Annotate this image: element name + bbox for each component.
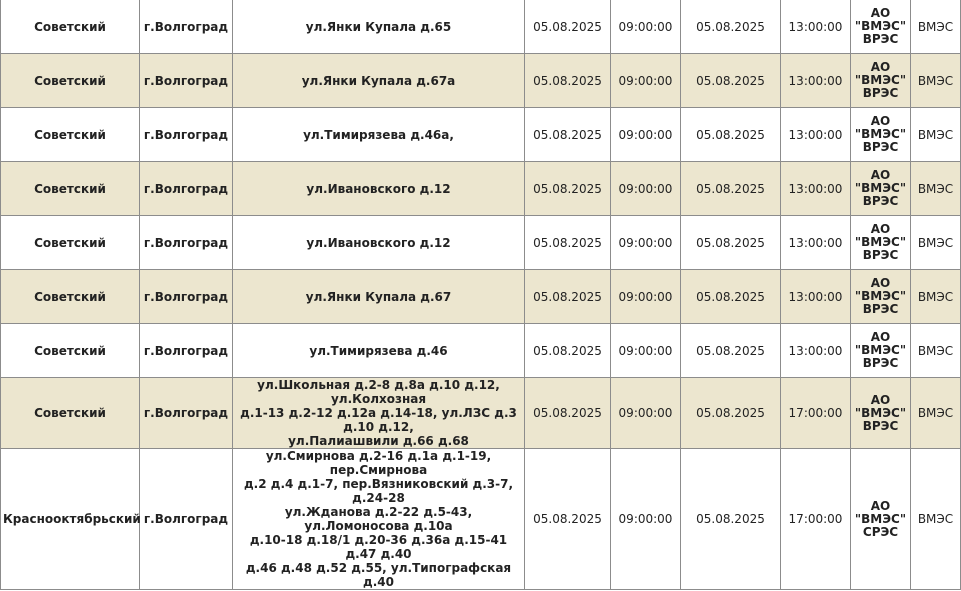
start-date-cell: 05.08.2025 (525, 270, 611, 324)
organization-cell (851, 162, 911, 216)
address-line: ул.Палиашвили д.66 д.68 (288, 434, 469, 448)
address-cell: ул.Тимирязева д.46а, (233, 108, 525, 162)
owner-cell: ВМЭС (911, 162, 961, 216)
organization-line: АО (870, 60, 891, 74)
organization-line: ВРЭС (862, 86, 899, 100)
owner-cell: ВМЭС (911, 216, 961, 270)
organization-line: АО (870, 222, 891, 236)
organization-line: ВРЭС (862, 248, 899, 262)
start-time-cell: 09:00:00 (611, 324, 681, 378)
start-time-cell: 09:00:00 (611, 108, 681, 162)
organization-line: "ВМЭС" (854, 289, 907, 303)
organization-line: СРЭС (862, 524, 899, 539)
city-cell: г.Волгоград (140, 54, 233, 108)
owner-cell: ВМЭС (911, 324, 961, 378)
organization-line: АО (870, 6, 891, 20)
organization-cell (851, 54, 911, 108)
owner-cell: ВМЭС (911, 0, 961, 54)
address-cell: ул.Янки Купала д.67 (233, 270, 525, 324)
organization-line: АО (870, 168, 891, 182)
table-row (1, 378, 961, 449)
start-time-cell: 09:00:00 (611, 54, 681, 108)
address-line: ул.Школьная д.2-8 д.8а д.10 д.12, ул.Колхозная (257, 378, 500, 406)
table-row (1, 54, 961, 108)
address-line: д.1-13 д.2-12 д.12а д.14-18, ул.ЛЗС д.3 д.10 д.12, (240, 406, 517, 434)
start-date-cell: 05.08.2025 (525, 108, 611, 162)
district-cell: Советский (1, 162, 140, 216)
address-cell: ул.Ивановского д.12 (233, 162, 525, 216)
start-time-cell: 09:00:00 (611, 162, 681, 216)
owner-cell: ВМЭС (911, 108, 961, 162)
end-time-cell: 17:00:00 (781, 449, 851, 590)
organization-cell (851, 0, 911, 54)
start-date-cell: 05.08.2025 (525, 378, 611, 449)
table-row (1, 162, 961, 216)
start-time-cell: 09:00:00 (611, 378, 681, 449)
start-date-cell: 05.08.2025 (525, 216, 611, 270)
organization-cell (851, 378, 911, 449)
organization-line: "ВМЭС" (854, 181, 907, 195)
city-cell: г.Волгоград (140, 324, 233, 378)
end-date-cell: 05.08.2025 (681, 0, 781, 54)
city-cell: г.Волгоград (140, 378, 233, 449)
address-line: д.10-18 д.18/1 д.20-36 д.36а д.15-41 д.47 д.40 (249, 533, 508, 561)
end-date-cell: 05.08.2025 (681, 162, 781, 216)
start-date-cell: 05.08.2025 (525, 0, 611, 54)
address-cell: ул.Янки Купала д.67а (233, 54, 525, 108)
district-cell: Советский (1, 378, 140, 449)
organization-line: "ВМЭС" (854, 511, 907, 526)
organization-line: "ВМЭС" (854, 127, 907, 141)
start-date-cell: 05.08.2025 (525, 162, 611, 216)
table-row (1, 216, 961, 270)
owner-cell: ВМЭС (911, 378, 961, 449)
end-time-cell: 13:00:00 (781, 324, 851, 378)
city-cell: г.Волгоград (140, 270, 233, 324)
organization-line: АО (870, 392, 891, 407)
end-time-cell: 13:00:00 (781, 162, 851, 216)
organization-line: АО (870, 330, 891, 344)
organization-line: ВРЭС (862, 356, 899, 370)
city-cell: г.Волгоград (140, 449, 233, 590)
start-time-cell: 09:00:00 (611, 270, 681, 324)
end-date-cell: 05.08.2025 (681, 449, 781, 590)
owner-cell: ВМЭС (911, 270, 961, 324)
table-row (1, 449, 961, 590)
address-line: ул.Жданова д.2-22 д.5-43, ул.Ломоносова д.10а (284, 505, 473, 533)
organization-line: "ВМЭС" (854, 73, 907, 87)
district-cell: Советский (1, 216, 140, 270)
end-date-cell: 05.08.2025 (681, 378, 781, 449)
address-cell: ул.Ивановского д.12 (233, 216, 525, 270)
organization-line: АО (870, 114, 891, 128)
organization-line: ВРЭС (862, 302, 899, 316)
end-date-cell: 05.08.2025 (681, 216, 781, 270)
start-time-cell: 09:00:00 (611, 0, 681, 54)
end-time-cell: 13:00:00 (781, 54, 851, 108)
organization-cell (851, 449, 911, 590)
table-row (1, 0, 961, 54)
end-time-cell: 13:00:00 (781, 0, 851, 54)
city-cell: г.Волгоград (140, 108, 233, 162)
end-time-cell: 13:00:00 (781, 270, 851, 324)
start-date-cell: 05.08.2025 (525, 449, 611, 590)
district-cell: Советский (1, 324, 140, 378)
start-date-cell: 05.08.2025 (525, 54, 611, 108)
owner-cell: ВМЭС (911, 449, 961, 590)
organization-cell (851, 270, 911, 324)
organization-cell (851, 216, 911, 270)
address-line: д.46 д.48 д.52 д.55, ул.Типографская д.40 (245, 561, 512, 589)
end-date-cell: 05.08.2025 (681, 270, 781, 324)
organization-line: ВРЭС (862, 32, 899, 46)
organization-line: АО (870, 276, 891, 290)
organization-line: АО (870, 498, 891, 513)
district-cell: Советский (1, 54, 140, 108)
owner-cell: ВМЭС (911, 54, 961, 108)
start-time-cell: 09:00:00 (611, 216, 681, 270)
end-date-cell: 05.08.2025 (681, 108, 781, 162)
table-row (1, 270, 961, 324)
city-cell: г.Волгоград (140, 0, 233, 54)
end-date-cell: 05.08.2025 (681, 324, 781, 378)
organization-line: "ВМЭС" (854, 19, 907, 33)
address-line: ул.Смирнова д.2-16 д.1а д.1-19, пер.Смирнова (265, 449, 492, 477)
address-cell (233, 449, 525, 590)
district-cell: Советский (1, 270, 140, 324)
address-line: д.2 д.4 д.1-7, пер.Вязниковский д.3-7, д.24-28 (243, 477, 514, 505)
address-cell: ул.Тимирязева д.46 (233, 324, 525, 378)
end-time-cell: 13:00:00 (781, 216, 851, 270)
organization-line: ВРЭС (862, 140, 899, 154)
organization-line: "ВМЭС" (854, 343, 907, 357)
district-cell: Краснооктябрьский (1, 449, 140, 590)
organization-line: "ВМЭС" (854, 405, 907, 420)
address-cell (233, 378, 525, 449)
organization-line: ВРЭС (862, 194, 899, 208)
end-time-cell: 13:00:00 (781, 108, 851, 162)
table-row (1, 324, 961, 378)
organization-line: "ВМЭС" (854, 235, 907, 249)
organization-cell (851, 324, 911, 378)
end-date-cell: 05.08.2025 (681, 54, 781, 108)
table-row (1, 108, 961, 162)
start-date-cell: 05.08.2025 (525, 324, 611, 378)
district-cell: Советский (1, 108, 140, 162)
end-time-cell: 17:00:00 (781, 378, 851, 449)
city-cell: г.Волгоград (140, 216, 233, 270)
start-time-cell: 09:00:00 (611, 449, 681, 590)
organization-line: ВРЭС (862, 418, 899, 433)
district-cell: Советский (1, 0, 140, 54)
city-cell: г.Волгоград (140, 162, 233, 216)
organization-cell (851, 108, 911, 162)
address-cell: ул.Янки Купала д.65 (233, 0, 525, 54)
